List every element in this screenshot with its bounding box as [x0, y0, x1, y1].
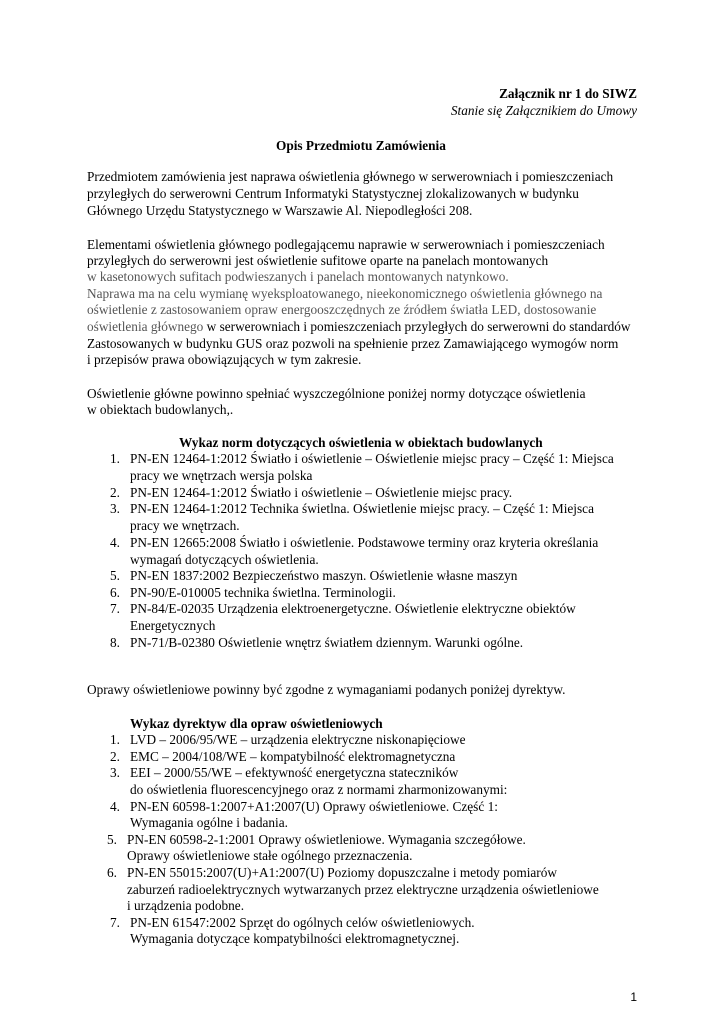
list-item: LVD – 2006/95/WE – urządzenia elektryczne niskonapięciowe: [130, 732, 466, 747]
list-number: 6.: [110, 585, 120, 600]
attachment-title: Załącznik nr 1 do SIWZ: [499, 86, 637, 101]
paragraph-line: oświetlenie z zastosowaniem opraw energooszczędnych ze źródłem światła LED, dostosowanie: [87, 302, 597, 317]
list-item: PN-EN 12464-1:2012 Technika świetlna. Oświetlenie miejsc pracy. – Część 1: Miejsca: [130, 501, 594, 516]
list-item: PN-EN 12464-1:2012 Światło i oświetlenie – Oświetlenie miejsc pracy.: [130, 485, 513, 500]
list-item: PN-EN 60598-1:2007+A1:2007(U) Oprawy oświetleniowe. Część 1:: [130, 799, 498, 814]
list-number: 7.: [110, 601, 120, 616]
list-number: 5.: [110, 568, 120, 583]
paragraph-line: przyległych do serwerowni Centrum Informatyki Statystycznej zlokalizowanych w budynku: [87, 186, 579, 201]
list-item: Wymagania ogólne i badania.: [130, 815, 288, 830]
list-item: zaburzeń radioelektrycznych wytwarzanych przez elektryczne urządzenia oświetleniowe: [127, 882, 599, 897]
list-item: do oświetlenia fluorescencyjnego oraz z normami zharmonizowanymi:: [130, 782, 508, 797]
paragraph-fragment: w serwerowniach i pomieszczeniach przyległych do serwerowni do standardów: [203, 319, 631, 334]
norms-heading: Wykaz norm dotyczących oświetlenia w obiektach budowlanych: [179, 435, 543, 450]
directives-heading: Wykaz dyrektyw dla opraw oświetleniowych: [130, 716, 383, 731]
list-item: PN-EN 60598-2-1:2001 Oprawy oświetleniowe. Wymagania szczegółowe.: [127, 832, 526, 847]
list-number: 4.: [110, 799, 120, 814]
list-item: EEI – 2000/55/WE – efektywność energetyczna stateczników: [130, 765, 459, 780]
attachment-subtitle: Stanie się Załącznikiem do Umowy: [450, 103, 637, 118]
paragraph-line: w kasetonowych sufitach podwieszanych i panelach montowanych natynkowo.: [87, 269, 509, 284]
paragraph-line: [87, 319, 631, 336]
paragraph-line: Oprawy oświetleniowe powinny być zgodne z wymaganiami podanych poniżej dyrektyw.: [87, 682, 566, 697]
list-item: PN-90/E-010005 technika świetlna. Terminologii.: [130, 585, 396, 600]
paragraph-line: i przepisów prawa obowiązujących w tym zakresie.: [87, 352, 362, 367]
list-item: PN-EN 1837:2002 Bezpieczeństwo maszyn. Oświetlenie własne maszyn: [130, 568, 518, 583]
paragraph-line: przyległych do serwerowni jest oświetlenie sufitowe oparte na panelach montowanych: [87, 253, 549, 268]
list-item: Oprawy oświetleniowe stałe ogólnego przeznaczenia.: [127, 848, 413, 863]
page-number: 1: [630, 990, 637, 1004]
list-item: wymagań dotyczących oświetlenia.: [130, 552, 319, 567]
list-item: PN-84/E-02035 Urządzenia elektroenergetyczne. Oświetlenie elektryczne obiektów: [130, 601, 576, 616]
list-number: 5.: [107, 832, 117, 847]
list-item: Energetycznych: [130, 618, 216, 633]
document-title: Opis Przedmiotu Zamówienia: [276, 138, 446, 153]
list-item: pracy we wnętrzach wersja polska: [130, 468, 313, 483]
paragraph-line: Zastosowanych w budynku GUS oraz pozwoli na spełnienie przez Zamawiającego wymogów norm: [87, 336, 619, 351]
paragraph-line: Naprawa ma na celu wymianę wyeksploatowanego, nieekonomicznego oświetlenia głównego na: [87, 286, 603, 301]
list-item: pracy we wnętrzach.: [130, 518, 240, 533]
paragraph-line: w obiektach budowlanych,.: [87, 402, 234, 417]
list-number: 1.: [110, 451, 120, 466]
paragraph-line: Elementami oświetlenia głównego podlegającemu naprawie w serwerowniach i pomieszczeniach: [87, 237, 605, 252]
list-number: 4.: [110, 535, 120, 550]
paragraph-fragment: oświetlenia głównego: [87, 319, 204, 334]
list-item: PN-EN 61547:2002 Sprzęt do ogólnych celów oświetleniowych.: [130, 915, 475, 930]
list-number: 6.: [107, 865, 117, 880]
list-item: EMC – 2004/108/WE – kompatybilność elektromagnetyczna: [130, 749, 456, 764]
paragraph-line: Głównego Urzędu Statystycznego w Warszawie Al. Niepodległości 208.: [87, 203, 473, 218]
list-number: 8.: [110, 635, 120, 650]
list-item: i urządzenia podobne.: [127, 898, 245, 913]
list-number: 3.: [110, 501, 120, 516]
list-number: 1.: [110, 732, 120, 747]
list-number: 3.: [110, 765, 120, 780]
list-item: PN-EN 12464-1:2012 Światło i oświetlenie – Oświetlenie miejsc pracy – Część 1: Miejsca: [130, 451, 614, 466]
list-number: 7.: [110, 915, 120, 930]
list-item: Wymagania dotyczące kompatybilności elektromagnetycznej.: [130, 931, 460, 946]
list-number: 2.: [110, 485, 120, 500]
list-item: PN-71/B-02380 Oświetlenie wnętrz światłem dziennym. Warunki ogólne.: [130, 635, 524, 650]
list-item: PN-EN 12665:2008 Światło i oświetlenie. Podstawowe terminy oraz kryteria określania: [130, 535, 599, 550]
paragraph-line: Przedmiotem zamówienia jest naprawa oświetlenia głównego w serwerowniach i pomieszczeniach: [87, 169, 614, 184]
paragraph-line: Oświetlenie główne powinno spełniać wyszczególnione poniżej normy dotyczące oświetlenia: [87, 386, 586, 401]
list-item: PN-EN 55015:2007(U)+A1:2007(U) Poziomy dopuszczalne i metody pomiarów: [127, 865, 557, 880]
list-number: 2.: [110, 749, 120, 764]
